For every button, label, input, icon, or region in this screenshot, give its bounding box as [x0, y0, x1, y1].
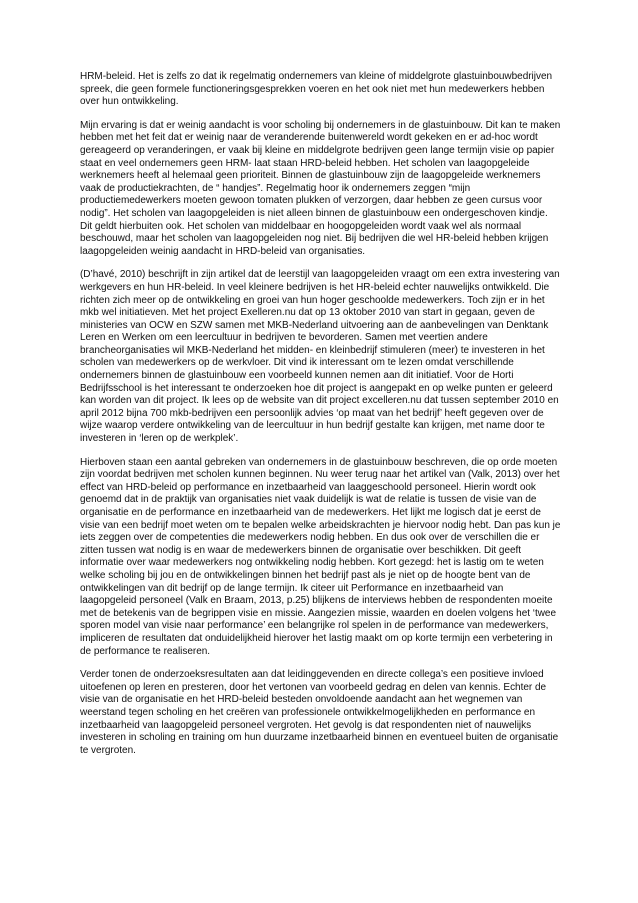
paragraph-4: Hierboven staan een aantal gebreken van ondernemers in de glastuinbouw beschreven, die op orde moeten zijn voordat bedrijven met scholen kunnen beginnen. Nu weer terug naar het artikel van (Valk, 2013) over het effect van HRD-beleid op performance en inzetbaarheid van laaggeschoold personeel. Hierin wordt ook genoemd dat in de praktijk van organisaties niet vaak duidelijk is wat de relatie is tussen de visie van de organisatie en de performance en inzetbaarheid van de medewerkers. Het lijkt me logisch dat je eerst de visie van een bedrijf moet weten om te bepalen welke arbeidskrachten je hiervoor nodig hebt. Dan pas kun je iets zeggen over de competenties die medewerkers nodig hebben. En dus ook over de verschillen die er zitten tussen wat nodig is en waar de medewerkers binnen de organisatie over beschikken. Dit geeft informatie over waar medewerkers nog ontwikkeling nodig hebben. Kort gezegd: het is lastig om te weten welke scholing bij jou en de ontwikkelingen binnen het bedrijf past als je niet op de hoogte bent van de ontwikkelingen van dit bedrijf op de lange termijn. Ik citeer uit Performance en inzetbaarheid van laagopgeleid personeel (Valk en Braam, 2013, p.25) blijkens de interviews hebben de respondenten moeite met de betekenis van de begrippen visie en missie. Aangezien missie, waarden en doelen volgens het ‘twee sporen model van visie naar performance’ een belangrijke rol spelen in de performance van medewerkers, impliceren de resultaten dat onduidelijkheid hierover het lastig maakt om op korte termijn een verbetering in de performance te realiseren. [80, 456, 561, 657]
paragraph-1: HRM-beleid. Het is zelfs zo dat ik regelmatig ondernemers van kleine of middelgrote glastuinbouwbedrijven spreek, die geen formele functioneringsgesprekken voeren en het ook niet met hun medewerkers hebben over hun ontwikkeling. [80, 71, 553, 108]
document-page [80, 71, 561, 768]
paragraph-2: Mijn ervaring is dat er weinig aandacht is voor scholing bij ondernemers in de glastuinbouw. Dit kan te maken hebben met het feit dat er weinig naar de veranderende buitenwereld wordt gekeken en er ad-hoc wordt gereageerd op veranderingen, er vaak bij kleine en middelgrote bedrijven geen lange termijn visie op papier staat en veel ondernemers geen HRM- laat staan HRD-beleid hebben. Het scholen van laagopgeleide werknemers heeft al helemaal geen prioriteit. Binnen de glastuinbouw zijn de laagopgeleide werknemers vaak de productiekrachten, de “ handjes”. Regelmatig hoor ik ondernemers zeggen “mijn productiemedewerkers moeten gewoon tomaten plukken of verzorgen, daar hebben ze geen cursus voor nodig”. Het scholen van laagopgeleiden is niet alleen binnen de glastuinbouw een ondergeschoven kindje. Dit geldt hierbuiten ook. Het scholen van middelbaar en hoogopgeleiden wordt vaak wel als normaal beschouwd, maar het scholen van laagopgeleiden nog niet. Bij bedrijven die wel HR-beleid hebben krijgen laagopgeleiden weinig aandacht in HRD-beleid van organisaties. [80, 119, 561, 257]
paragraph-3: (D’havé, 2010) beschrijft in zijn artikel dat de leerstijl van laagopgeleiden vraagt om een extra investering van werkgevers en hun HR-beleid. In veel kleinere bedrijven is het HR-beleid echter nauwelijks ontwikkeld. Die richten zich meer op de ontwikkeling en groei van hun hoger geschoolde medewerkers. Toch zijn er in het mkb wel initiatieven. Met het project Exelleren.nu dat op 13 oktober 2010 van start in gegaan, geven de ministeries van OCW en SZW samen met MKB-Nederland uitvoering aan de aanbevelingen van Denktank Leren en Werken om een leercultuur in bedrijven te bevorderen. Samen met veertien andere brancheorganisaties wil MKB-Nederland het midden- en kleinbedrijf stimuleren (meer) te investeren in het scholen van medewerkers op de werkvloer. Dit vind ik interessant om te lezen omdat verschillende ondernemers binnen de glastuinbouw een voorbeeld kunnen nemen aan dit initiatief. Voor de Horti Bedrijfsschool is het interessant te onderzoeken hoe dit project is aangepakt en op welke punten er geleerd kan worden van dit project. Ik lees op de website van dit project excelleren.nu dat tussen september 2010 en april 2012 bijna 700 mkb-bedrijven een persoonlijk advies ‘op maat van het bedrijf’ heeft gegeven over de wijze waarop verdere ontwikkeling van de leercultuur in hun bedrijf gestalte kan krijgen, met name door te investeren in ‘leren op de werkplek’. [80, 269, 560, 445]
paragraph-5: Verder tonen de onderzoeksresultaten aan dat leidinggevenden en directe collega’s een positieve invloed uitoefenen op leren en presteren, door het vertonen van voorbeeld gedrag en delen van kennis. Echter de visie van de organisatie en het HRD-beleid besteden onvoldoende aandacht aan het wegnemen van weerstand tegen scholing en het creëren van professionele ontwikkelmogelijkheden en performance en inzetbaarheid van laagopgeleid personeel vergroten. Het gevolg is dat respondenten niet of nauwelijks investeren in scholing en training om hun duurzame inzetbaarheid binnen en eventueel buiten de organisatie te vergroten. [80, 669, 559, 756]
